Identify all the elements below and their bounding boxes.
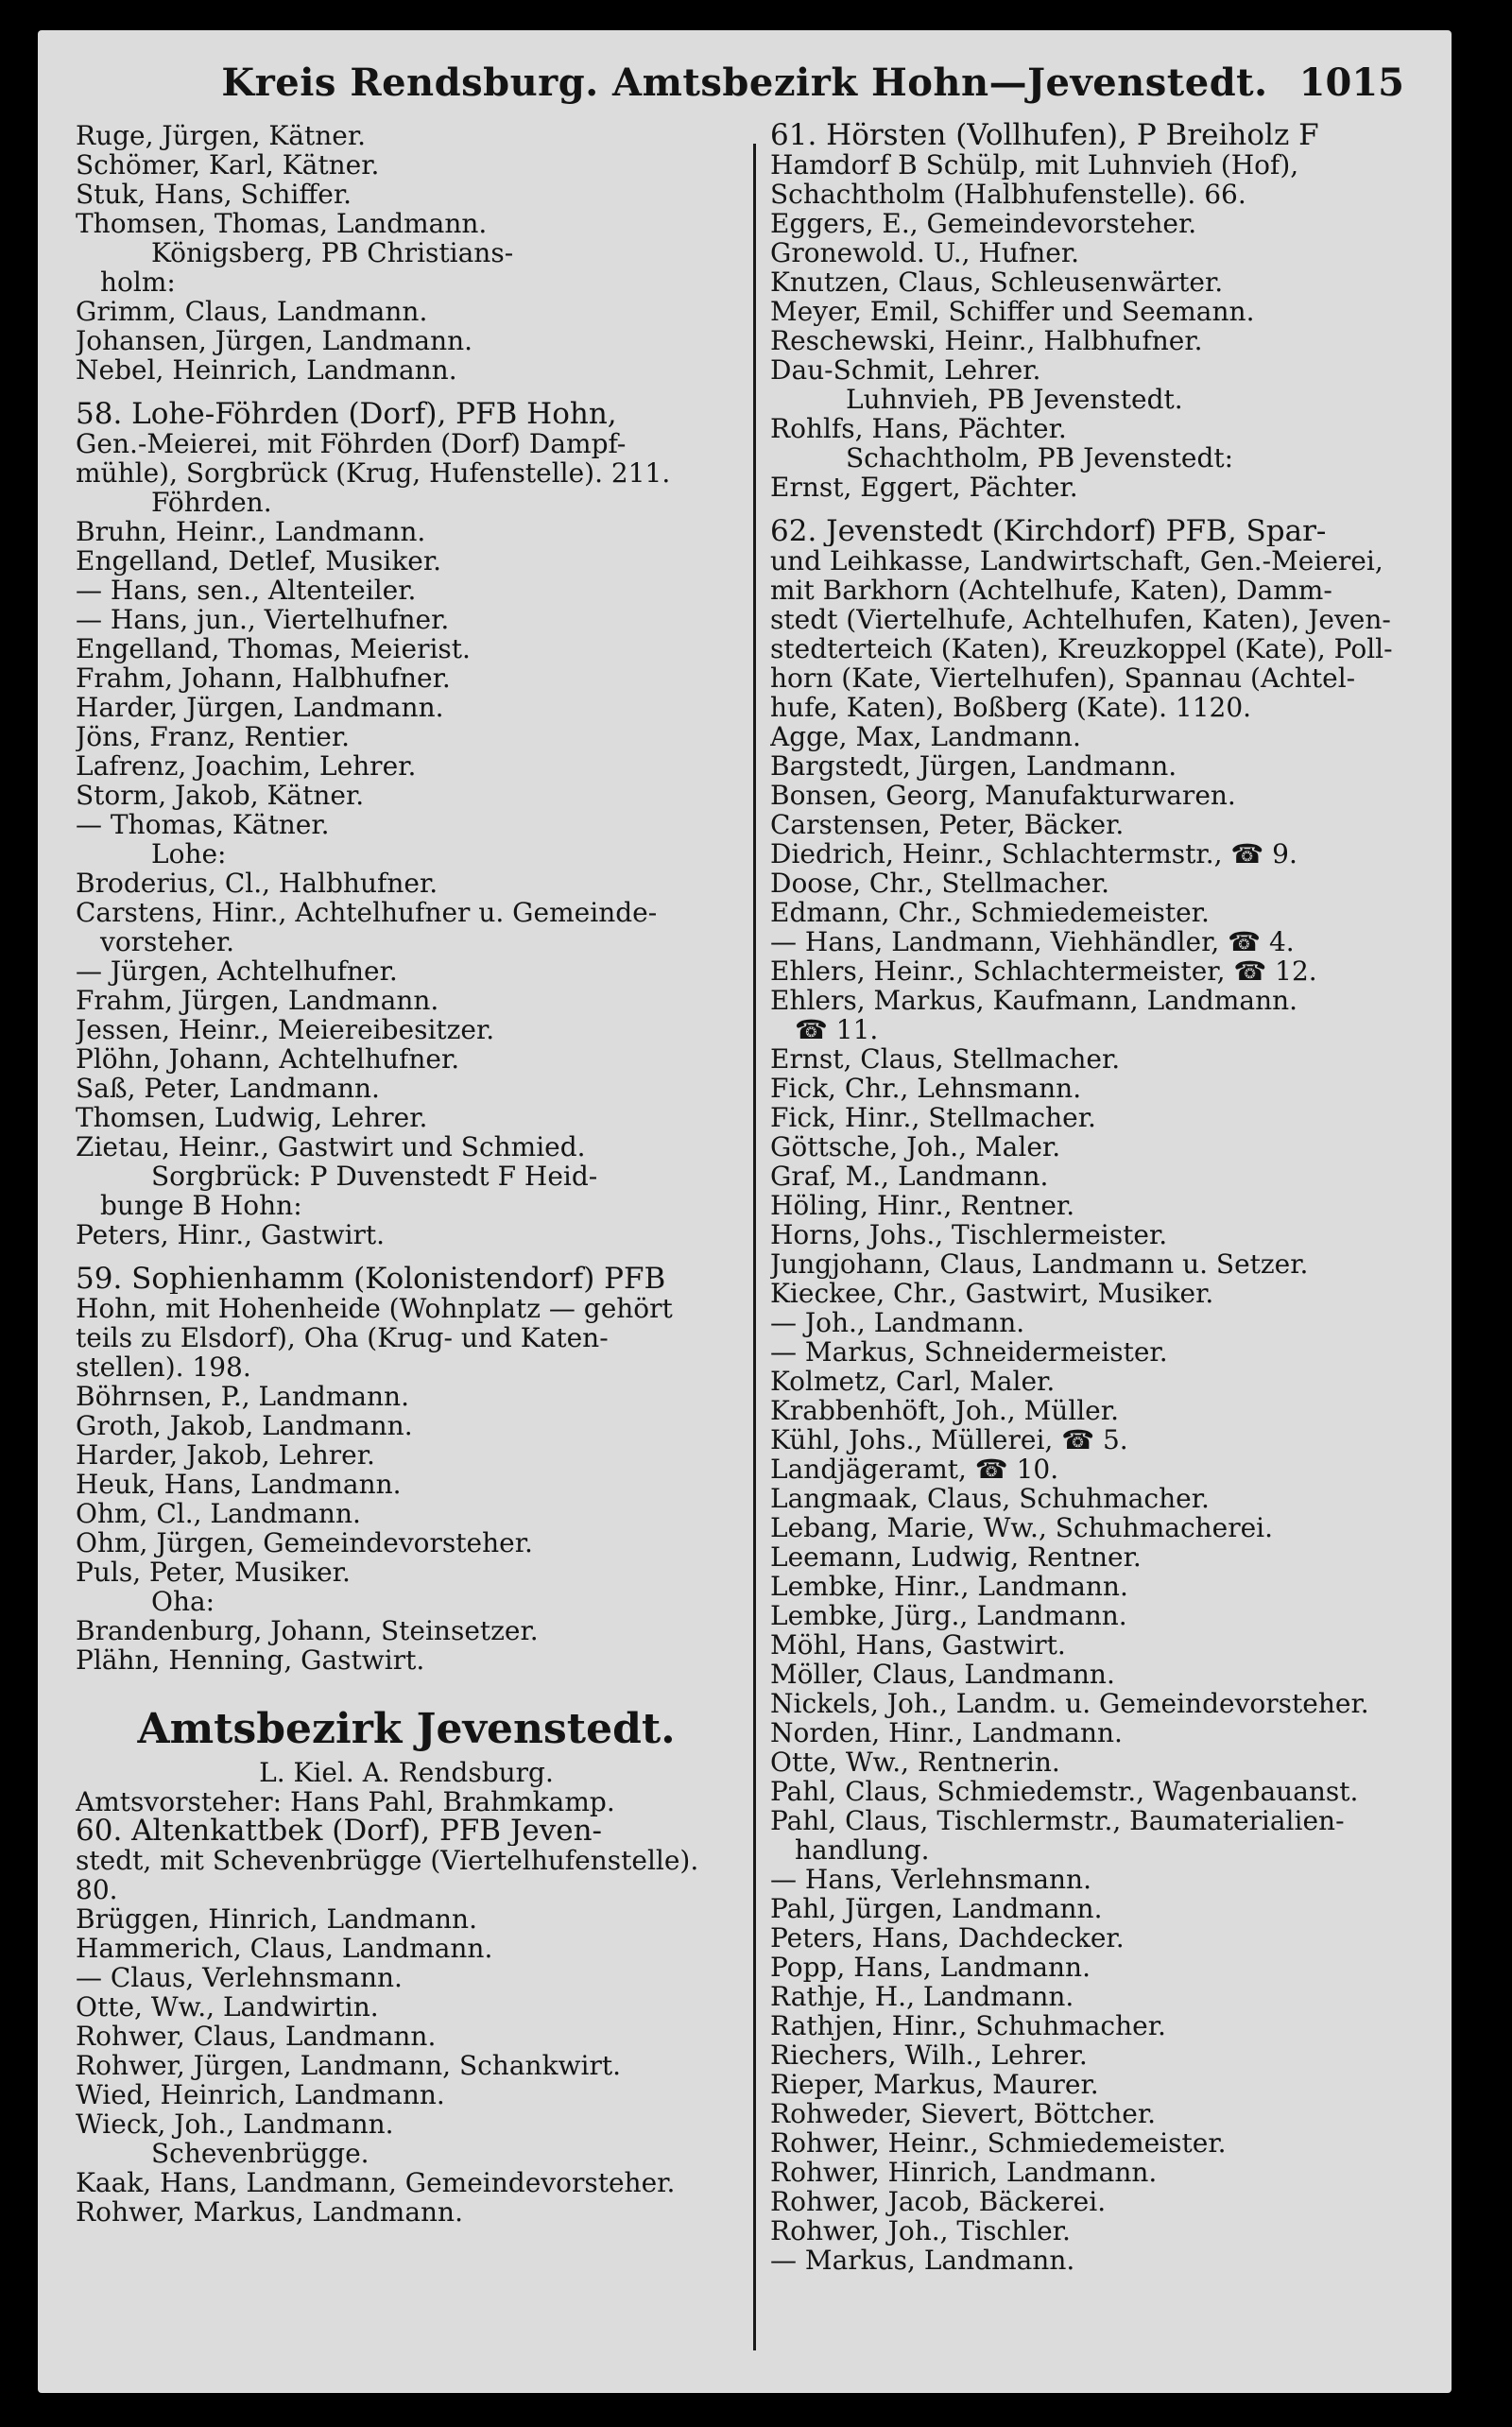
entry-line: Meyer, Emil, Schiffer und Seemann. bbox=[770, 297, 1255, 326]
entry-line: Frahm, Johann, Halbhufner. bbox=[76, 663, 451, 693]
entry-line: Otte, Ww., Landwirtin. bbox=[76, 1992, 379, 2022]
entry-line: Brandenburg, Johann, Steinsetzer. bbox=[76, 1616, 539, 1645]
entry-line: Jungjohann, Claus, Landmann u. Setzer. bbox=[770, 1249, 1309, 1279]
entry-line: — Hans, Landmann, Viehhändler, ☎ 4. bbox=[770, 927, 1295, 956]
entry-line: — Thomas, Kätner. bbox=[76, 810, 330, 839]
locality-heading: Königsberg, PB Christians- bbox=[151, 238, 514, 267]
section-gap bbox=[76, 1675, 737, 1701]
continuation-line: handlung. bbox=[795, 1835, 930, 1865]
locality-heading: Schachtholm, PB Jevenstedt: bbox=[846, 443, 1234, 473]
entry-line: Fick, Chr., Lehnsmann. bbox=[770, 1074, 1082, 1103]
entry-line: stedt (Viertelhufe, Achtelhufen, Katen), Jeven- bbox=[770, 605, 1391, 634]
entry-line: Ehlers, Heinr., Schlachtermeister, ☎ 12. bbox=[770, 956, 1317, 986]
entry-line: Möhl, Hans, Gastwirt. bbox=[770, 1630, 1066, 1660]
entry-line: Saß, Peter, Landmann. bbox=[76, 1074, 380, 1103]
entry-line: Rohwer, Joh., Tischler. bbox=[770, 2216, 1071, 2246]
entry-line: Engelland, Thomas, Meierist. bbox=[76, 634, 471, 663]
entry-line: — Hans, Verlehnsmann. bbox=[770, 1865, 1091, 1894]
entry-line: Rohweder, Sievert, Böttcher. bbox=[770, 2099, 1157, 2128]
entry-line: Rohwer, Heinr., Schmiedemeister. bbox=[770, 2128, 1227, 2158]
entry-line: Engelland, Detlef, Musiker. bbox=[76, 546, 442, 576]
entry-line: teils zu Elsdorf), Oha (Krug- und Katen- bbox=[76, 1323, 609, 1352]
entry-line: Rohwer, Hinrich, Landmann. bbox=[770, 2158, 1158, 2187]
entry-line: Lembke, Hinr., Landmann. bbox=[770, 1572, 1128, 1601]
entry-line: Krabbenhöft, Joh., Müller. bbox=[770, 1396, 1119, 1425]
entry-line: — Claus, Verlehnsmann. bbox=[76, 1963, 403, 1992]
entry-line: Rathje, H., Landmann. bbox=[770, 1982, 1074, 2011]
entry-line: Reschewski, Heinr., Halbhufner. bbox=[770, 326, 1203, 355]
entry-line: Harder, Jakob, Lehrer. bbox=[76, 1440, 375, 1470]
section-gap bbox=[76, 385, 737, 400]
entry-line: Wied, Heinrich, Landmann. bbox=[76, 2080, 445, 2109]
entry-line: Fick, Hinr., Stellmacher. bbox=[770, 1103, 1096, 1132]
entry-line: Riechers, Wilh., Lehrer. bbox=[770, 2040, 1088, 2070]
numbered-entry-heading: 62. Jevenstedt (Kirchdorf) PFB, Spar- bbox=[770, 517, 1327, 546]
section-gap bbox=[770, 502, 1418, 517]
entry-line: stedterteich (Katen), Kreuzkoppel (Kate), Poll- bbox=[770, 634, 1393, 663]
entry-line: — Jürgen, Achtelhufner. bbox=[76, 956, 398, 986]
entry-line: Heuk, Hans, Landmann. bbox=[76, 1470, 402, 1499]
entry-line: Leemann, Ludwig, Rentner. bbox=[770, 1542, 1142, 1572]
entry-line: stellen). 198. bbox=[76, 1352, 251, 1382]
entry-line: und Leihkasse, Landwirtschaft, Gen.-Meierei, bbox=[770, 546, 1383, 576]
entry-line: — Markus, Landmann. bbox=[770, 2246, 1075, 2275]
page-number: 1015 bbox=[1298, 60, 1404, 105]
entry-line: Hamdorf B Schülp, mit Luhnvieh (Hof), bbox=[770, 150, 1299, 180]
entry-line: Graf, M., Landmann. bbox=[770, 1162, 1049, 1191]
entry-line: Schachtholm (Halbhufenstelle). 66. bbox=[770, 180, 1246, 209]
entry-line: Ruge, Jürgen, Kätner. bbox=[76, 121, 367, 150]
page-header bbox=[38, 47, 1452, 113]
entry-line: Möller, Claus, Landmann. bbox=[770, 1660, 1115, 1689]
entry-line: Popp, Hans, Landmann. bbox=[770, 1953, 1091, 1982]
entry-line: Peters, Hinr., Gastwirt. bbox=[76, 1220, 386, 1249]
entry-line: Göttsche, Joh., Maler. bbox=[770, 1132, 1061, 1162]
locality-heading: Sorgbrück: P Duvenstedt F Heid- bbox=[151, 1162, 598, 1191]
entry-line: Dau-Schmit, Lehrer. bbox=[770, 355, 1041, 385]
right-column bbox=[770, 121, 1418, 2275]
entry-line: Carstens, Hinr., Achtelhufner u. Gemeinde- bbox=[76, 898, 658, 927]
entry-line: Peters, Hans, Dachdecker. bbox=[770, 1923, 1125, 1953]
continuation-line: bunge B Hohn: bbox=[100, 1191, 302, 1220]
entry-line: Storm, Jakob, Kätner. bbox=[76, 781, 365, 810]
entry-line: Landjägeramt, ☎ 10. bbox=[770, 1454, 1059, 1484]
entry-line: — Markus, Schneidermeister. bbox=[770, 1337, 1168, 1367]
entry-line: Frahm, Jürgen, Landmann. bbox=[76, 986, 439, 1015]
locality-heading: Oha: bbox=[151, 1587, 215, 1616]
entry-line: Jessen, Heinr., Meiereibesitzer. bbox=[76, 1015, 495, 1044]
entry-line: Johansen, Jürgen, Landmann. bbox=[76, 326, 473, 355]
running-title: Kreis Rendsburg. Amtsbezirk Hohn—Jevenstedt. bbox=[221, 60, 1268, 105]
entry-line: Rathjen, Hinr., Schuhmacher. bbox=[770, 2011, 1166, 2040]
entry-line: Broderius, Cl., Halbhufner. bbox=[76, 869, 438, 898]
numbered-entry-heading: 58. Lohe-Föhrden (Dorf), PFB Hohn, bbox=[76, 400, 617, 429]
numbered-entry-heading: 61. Hörsten (Vollhufen), P Breiholz F bbox=[770, 121, 1319, 150]
entry-line: Böhrnsen, P., Landmann. bbox=[76, 1382, 409, 1411]
entry-line: Pahl, Jürgen, Landmann. bbox=[770, 1894, 1103, 1923]
entry-line: Ohm, Jürgen, Gemeindevorsteher. bbox=[76, 1528, 533, 1558]
entry-line: Hohn, mit Hohenheide (Wohnplatz — gehört bbox=[76, 1294, 673, 1323]
entry-line: Höling, Hinr., Rentner. bbox=[770, 1191, 1075, 1220]
entry-line: Ernst, Eggert, Pächter. bbox=[770, 473, 1078, 502]
entry-line: hufe, Katen), Boßberg (Kate). 1120. bbox=[770, 693, 1252, 722]
continuation-line: holm: bbox=[100, 267, 176, 297]
entry-line: Amtsvorsteher: Hans Pahl, Brahmkamp. bbox=[76, 1787, 615, 1816]
entry-line: Horns, Johs., Tischlermeister. bbox=[770, 1220, 1168, 1249]
entry-line: mühle), Sorgbrück (Krug, Hufenstelle). 211. bbox=[76, 458, 671, 488]
continuation-line: ☎ 11. bbox=[795, 1015, 879, 1044]
entry-line: Thomsen, Ludwig, Lehrer. bbox=[76, 1103, 428, 1132]
entry-line: Zietau, Heinr., Gastwirt und Schmied. bbox=[76, 1132, 586, 1162]
entry-line: Rohwer, Jürgen, Landmann, Schankwirt. bbox=[76, 2051, 621, 2080]
entry-line: stedt, mit Schevenbrügge (Viertelhufenstelle). bbox=[76, 1846, 699, 1875]
entry-line: Doose, Chr., Stellmacher. bbox=[770, 869, 1110, 898]
entry-line: Lembke, Jürg., Landmann. bbox=[770, 1601, 1127, 1630]
entry-line: Stuk, Hans, Schiffer. bbox=[76, 180, 352, 209]
entry-line: Grimm, Claus, Landmann. bbox=[76, 297, 428, 326]
entry-line: Thomsen, Thomas, Landmann. bbox=[76, 209, 488, 238]
entry-line: Kühl, Johs., Müllerei, ☎ 5. bbox=[770, 1425, 1128, 1454]
entry-line: — Hans, jun., Viertelhufner. bbox=[76, 605, 450, 634]
district-title: Amtsbezirk Jevenstedt. bbox=[137, 1705, 676, 1753]
entry-line: Puls, Peter, Musiker. bbox=[76, 1558, 351, 1587]
entry-line: Langmaak, Claus, Schuhmacher. bbox=[770, 1484, 1210, 1513]
entry-line: Kolmetz, Carl, Maler. bbox=[770, 1367, 1056, 1396]
entry-line: Kieckee, Chr., Gastwirt, Musiker. bbox=[770, 1279, 1214, 1308]
entry-line: Nickels, Joh., Landm. u. Gemeindevorsteher. bbox=[770, 1689, 1369, 1718]
entry-line: — Joh., Landmann. bbox=[770, 1308, 1025, 1337]
locality-heading: Luhnvieh, PB Jevenstedt. bbox=[846, 385, 1183, 414]
locality-heading: Föhrden. bbox=[151, 488, 272, 517]
left-column bbox=[76, 121, 737, 2227]
entry-line: Ehlers, Markus, Kaufmann, Landmann. bbox=[770, 986, 1298, 1015]
entry-line: Kaak, Hans, Landmann, Gemeindevorsteher. bbox=[76, 2168, 676, 2197]
section-gap bbox=[76, 1249, 737, 1265]
locality-heading: Schevenbrügge. bbox=[151, 2139, 369, 2168]
numbered-entry-heading: 59. Sophienhamm (Kolonistendorf) PFB bbox=[76, 1265, 666, 1294]
entry-line: Norden, Hinr., Landmann. bbox=[770, 1718, 1123, 1747]
entry-line: Rohwer, Jacob, Bäckerei. bbox=[770, 2187, 1107, 2216]
district-subheading: L. Kiel. A. Rendsburg. bbox=[259, 1758, 554, 1787]
entry-line: Brüggen, Hinrich, Landmann. bbox=[76, 1904, 477, 1934]
entry-line: Hammerich, Claus, Landmann. bbox=[76, 1934, 493, 1963]
entry-line: Otte, Ww., Rentnerin. bbox=[770, 1747, 1060, 1777]
entry-line: horn (Kate, Viertelhufen), Spannau (Achtel- bbox=[770, 663, 1356, 693]
entry-line: Eggers, E., Gemeindevorsteher. bbox=[770, 209, 1197, 238]
entry-line: 80. bbox=[76, 1875, 118, 1904]
directory-page bbox=[38, 30, 1452, 2393]
entry-line: Lebang, Marie, Ww., Schuhmacherei. bbox=[770, 1513, 1274, 1542]
entry-line: Rohlfs, Hans, Pächter. bbox=[770, 414, 1067, 443]
entry-line: Edmann, Chr., Schmiedemeister. bbox=[770, 898, 1210, 927]
entry-line: Agge, Max, Landmann. bbox=[770, 722, 1081, 751]
entry-line: Rieper, Markus, Maurer. bbox=[770, 2070, 1099, 2099]
locality-heading: Lohe: bbox=[151, 839, 227, 869]
continuation-line: vorsteher. bbox=[100, 927, 235, 956]
entry-line: Wieck, Joh., Landmann. bbox=[76, 2109, 394, 2139]
entry-line: Plöhn, Johann, Achtelhufner. bbox=[76, 1044, 460, 1074]
entry-line: Ernst, Claus, Stellmacher. bbox=[770, 1044, 1121, 1074]
entry-line: Bonsen, Georg, Manufakturwaren. bbox=[770, 781, 1236, 810]
entry-line: Harder, Jürgen, Landmann. bbox=[76, 693, 444, 722]
entry-line: Lafrenz, Joachim, Lehrer. bbox=[76, 751, 417, 781]
column-divider bbox=[753, 144, 756, 2350]
entry-line: Carstensen, Peter, Bäcker. bbox=[770, 810, 1125, 839]
numbered-entry-heading: 60. Altenkattbek (Dorf), PFB Jeven- bbox=[76, 1816, 603, 1846]
entry-line: Diedrich, Heinr., Schlachtermstr., ☎ 9. bbox=[770, 839, 1297, 869]
entry-line: Pahl, Claus, Schmiedemstr., Wagenbauanst. bbox=[770, 1777, 1359, 1806]
entry-line: mit Barkhorn (Achtelhufe, Katen), Damm- bbox=[770, 576, 1332, 605]
entry-line: — Hans, sen., Altenteiler. bbox=[76, 576, 417, 605]
entry-line: Knutzen, Claus, Schleusenwärter. bbox=[770, 267, 1224, 297]
entry-line: Rohwer, Claus, Landmann. bbox=[76, 2022, 437, 2051]
entry-line: Gronewold. U., Hufner. bbox=[770, 238, 1080, 267]
entry-line: Pahl, Claus, Tischlermstr., Baumaterialien- bbox=[770, 1806, 1345, 1835]
entry-line: Groth, Jakob, Landmann. bbox=[76, 1411, 413, 1440]
entry-line: Plähn, Henning, Gastwirt. bbox=[76, 1645, 425, 1675]
entry-line: Nebel, Heinrich, Landmann. bbox=[76, 355, 457, 385]
entry-line: Jöns, Franz, Rentier. bbox=[76, 722, 351, 751]
entry-line: Bruhn, Heinr., Landmann. bbox=[76, 517, 426, 546]
entry-line: Bargstedt, Jürgen, Landmann. bbox=[770, 751, 1177, 781]
entry-line: Schömer, Karl, Kätner. bbox=[76, 150, 380, 180]
entry-line: Ohm, Cl., Landmann. bbox=[76, 1499, 361, 1528]
entry-line: Rohwer, Markus, Landmann. bbox=[76, 2197, 463, 2227]
entry-line: Gen.-Meierei, mit Föhrden (Dorf) Dampf- bbox=[76, 429, 627, 458]
